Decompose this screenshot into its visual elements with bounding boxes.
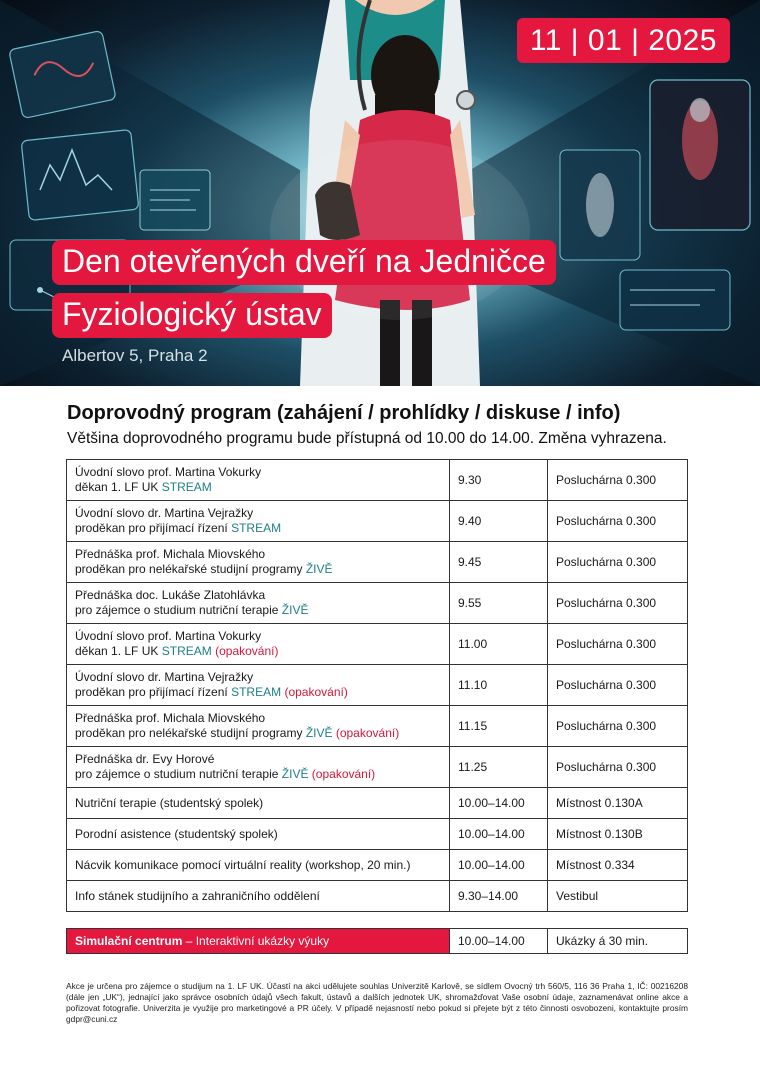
activity-time: 10.00–14.00 xyxy=(450,788,548,819)
activity-name: Info stánek studijního a zahraničního oddělení xyxy=(67,881,450,912)
schedule-item-role: proděkan pro nelékařské studijní programy xyxy=(75,562,303,576)
repeat-tag: (opakování) xyxy=(311,767,376,781)
activity-room: Místnost 0.130B xyxy=(548,819,688,850)
simulation-note: Ukázky á 30 min. xyxy=(548,929,688,954)
schedule-item-cell xyxy=(67,460,450,501)
simulation-row xyxy=(67,929,688,954)
institute-name: Fyziologický ústav xyxy=(52,293,332,338)
schedule-item-cell xyxy=(67,542,450,583)
activity-time: 9.30–14.00 xyxy=(450,881,548,912)
schedule-item-subtitle xyxy=(75,521,441,536)
schedule-row xyxy=(67,501,688,542)
schedule-table xyxy=(66,459,688,912)
simulation-name: Simulační centrum xyxy=(75,934,183,948)
schedule-time: 11.15 xyxy=(450,706,548,747)
broadcast-tag: STREAM xyxy=(231,685,282,699)
schedule-room: Posluchárna 0.300 xyxy=(548,706,688,747)
repeat-tag: (opakování) xyxy=(284,685,348,699)
schedule-row xyxy=(67,583,688,624)
schedule-row xyxy=(67,624,688,665)
schedule-item-subtitle xyxy=(75,480,441,495)
schedule-row xyxy=(67,706,688,747)
schedule-room: Posluchárna 0.300 xyxy=(548,460,688,501)
activity-name: Porodní asistence (studentský spolek) xyxy=(67,819,450,850)
schedule-item-subtitle xyxy=(75,644,441,659)
schedule-item-cell xyxy=(67,706,450,747)
schedule-time: 11.10 xyxy=(450,665,548,706)
schedule-item-role: pro zájemce o studium nutriční terapie xyxy=(75,603,279,617)
schedule-item-cell xyxy=(67,624,450,665)
activity-row xyxy=(67,819,688,850)
activity-name: Nácvik komunikace pomocí virtuální reality (workshop, 20 min.) xyxy=(67,850,450,881)
schedule-item-role: děkan 1. LF UK xyxy=(75,480,159,494)
schedule-item-title: Úvodní slovo dr. Martina Vejražky xyxy=(75,670,254,684)
schedule-row xyxy=(67,665,688,706)
schedule-item-cell xyxy=(67,665,450,706)
broadcast-tag: ŽIVĚ xyxy=(305,726,333,740)
activity-room: Místnost 0.130A xyxy=(548,788,688,819)
simulation-table xyxy=(66,928,688,954)
schedule-time: 9.45 xyxy=(450,542,548,583)
schedule-item-title: Úvodní slovo prof. Martina Vokurky xyxy=(75,629,262,643)
schedule-item-role: proděkan pro přijímací řízení xyxy=(75,685,228,699)
schedule-item-role: proděkan pro přijímací řízení xyxy=(75,521,228,535)
schedule-row xyxy=(67,460,688,501)
schedule-item-role: proděkan pro nelékařské studijní programy xyxy=(75,726,303,740)
schedule-item-subtitle xyxy=(75,562,441,577)
schedule-item-cell xyxy=(67,583,450,624)
schedule-item-cell xyxy=(67,747,450,788)
hero-banner xyxy=(0,0,760,386)
schedule-item-subtitle xyxy=(75,767,441,782)
schedule-item-cell xyxy=(67,501,450,542)
simulation-name-cell xyxy=(67,929,450,954)
activity-row xyxy=(67,881,688,912)
schedule-item-title: Úvodní slovo dr. Martina Vejražky xyxy=(75,506,254,520)
schedule-item-subtitle xyxy=(75,603,441,618)
repeat-tag: (opakování) xyxy=(335,726,400,740)
activity-row xyxy=(67,788,688,819)
simulation-description: – Interaktivní ukázky výuky xyxy=(185,934,330,948)
activity-room: Místnost 0.334 xyxy=(548,850,688,881)
schedule-room: Posluchárna 0.300 xyxy=(548,501,688,542)
gdpr-footer: Akce je určena pro zájemce o studijum na 1. LF UK. Účastí na akci udělujete souhlas Univerzitě Karlově, se sídlem Ovocný trh 560/5, 116 36 Praha 1, IČ: 00216208 (dále jen „UK“), jednající jako správce osobních údajů všech fakult, ústavů a dalších jednotek UK, shromažďovat Vaše osobní údaje, zaznamenávat online akce a pořizovat fotografie. Univerzita je využije pro marketingové a PR účely. V případě nejasností nebo pokud si přejete být z této činnosti osvobozeni, kontaktujte prosím gdpr@cuni.cz xyxy=(66,981,688,1024)
schedule-item-title: Přednáška doc. Lukáše Zlatohlávka xyxy=(75,588,266,602)
schedule-time: 9.40 xyxy=(450,501,548,542)
broadcast-tag: STREAM xyxy=(161,644,212,658)
schedule-item-subtitle xyxy=(75,685,441,700)
program-heading: Doprovodný program (zahájení / prohlídky / diskuse / info) xyxy=(67,402,621,424)
activity-time: 10.00–14.00 xyxy=(450,819,548,850)
schedule-item-title: Přednáška prof. Michala Miovského xyxy=(75,711,266,725)
schedule-item-role: pro zájemce o studium nutriční terapie xyxy=(75,767,279,781)
schedule-time: 11.25 xyxy=(450,747,548,788)
schedule-item-role: děkan 1. LF UK xyxy=(75,644,159,658)
schedule-item-title: Přednáška prof. Michala Miovského xyxy=(75,547,266,561)
schedule-time: 11.00 xyxy=(450,624,548,665)
schedule-time: 9.55 xyxy=(450,583,548,624)
activity-name: Nutriční terapie (studentský spolek) xyxy=(67,788,450,819)
activity-time: 10.00–14.00 xyxy=(450,850,548,881)
schedule-item-subtitle xyxy=(75,726,441,741)
event-date-badge: 11 | 01 | 2025 xyxy=(517,18,730,63)
schedule-room: Posluchárna 0.300 xyxy=(548,747,688,788)
program-subheading: Většina doprovodného programu bude přístupná od 10.00 do 14.00. Změna vyhrazena. xyxy=(67,430,667,447)
event-address: Albertov 5, Praha 2 xyxy=(62,346,208,365)
schedule-room: Posluchárna 0.300 xyxy=(548,542,688,583)
schedule-room: Posluchárna 0.300 xyxy=(548,665,688,706)
broadcast-tag: ŽIVĚ xyxy=(281,603,309,617)
schedule-room: Posluchárna 0.300 xyxy=(548,583,688,624)
repeat-tag: (opakování) xyxy=(215,644,279,658)
simulation-time: 10.00–14.00 xyxy=(450,929,548,954)
schedule-row xyxy=(67,747,688,788)
activity-room: Vestibul xyxy=(548,881,688,912)
schedule-time: 9.30 xyxy=(450,460,548,501)
broadcast-tag: ŽIVĚ xyxy=(281,767,309,781)
broadcast-tag: STREAM xyxy=(161,480,212,494)
schedule-item-title: Úvodní slovo prof. Martina Vokurky xyxy=(75,465,262,479)
activity-row xyxy=(67,850,688,881)
schedule-room: Posluchárna 0.300 xyxy=(548,624,688,665)
broadcast-tag: STREAM xyxy=(231,521,282,535)
event-title: Den otevřených dveří na Jedničce xyxy=(52,240,556,285)
schedule-item-title: Přednáška dr. Evy Horové xyxy=(75,752,215,766)
broadcast-tag: ŽIVĚ xyxy=(305,562,333,576)
schedule-row xyxy=(67,542,688,583)
